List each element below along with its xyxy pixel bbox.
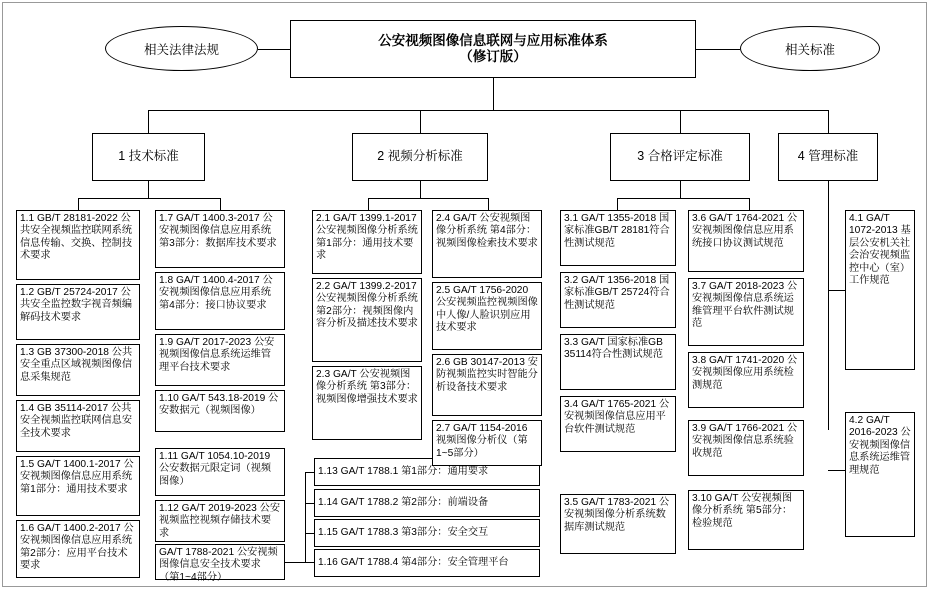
connector-1788-part4	[305, 562, 314, 563]
std-item-1-4	[16, 400, 140, 452]
std-item-1-1	[16, 210, 140, 280]
std-item-1-15-label: 1.15 GA/T 1788.3 第3部分：安全交互	[318, 526, 489, 538]
std-item-3-9	[688, 420, 804, 476]
std-item-1-16-label: 1.16 GA/T 1788.4 第4部分：安全管理平台	[318, 556, 509, 568]
connector-cat4-stem	[828, 181, 829, 210]
std-item-1-7	[155, 210, 285, 268]
connector-cat1-col2	[220, 198, 221, 210]
connector-cat1-bus	[78, 198, 220, 199]
std-item-1-1-label: 1.1 GB/T 28181-2022 公共安全视频监控联网系统信息传输、交换、控制技术要求	[20, 213, 133, 262]
std-item-2-3	[312, 366, 422, 440]
bus-horizontal	[148, 110, 828, 111]
std-item-1-15	[314, 519, 540, 547]
diagram-title-line1: 公安视频图像信息联网与应用标准体系	[378, 32, 608, 48]
connector-1788-parts-spine	[305, 472, 306, 562]
category-1-box	[92, 133, 205, 181]
related-standards-label: 相关标准	[784, 42, 835, 57]
std-item-3-1	[560, 210, 676, 266]
std-item-1-3-label: 1.3 GB 37300-2018 公共安全重点区域视频图像信息采集规范	[20, 347, 133, 383]
std-item-4-1-label: 4.1 GA/T 1072-2013 基层公安机关社会治安视频监控中心（室）工作规范	[849, 213, 911, 287]
connector-1788-part3	[305, 533, 314, 534]
category-4-box	[778, 133, 878, 181]
std-item-1-8-label: 1.8 GA/T 1400.4-2017 公安视频图像信息应用系统 第4部分：接口协议要求	[159, 275, 273, 311]
std-item-2-3-label: 2.3 GA/T 公安视频图像分析系统 第3部分：视频图像增强技术要求	[316, 369, 418, 405]
connector-1788-part1	[305, 472, 314, 473]
std-item-1-11	[155, 448, 285, 496]
std-item-1-12	[155, 500, 285, 542]
connector-1788-to-parts	[285, 562, 305, 563]
connector-cat4-item2	[828, 470, 845, 471]
connector-cat3-col5	[617, 198, 618, 210]
std-item-1-13-label: 1.13 GA/T 1788.1 第1部分：通用要求	[318, 465, 489, 477]
std-item-1-4-label: 1.4 GB 35114-2017 公共安全视频监控联网信息安全技术要求	[20, 403, 133, 439]
diagram-title-box	[290, 20, 696, 78]
std-item-3-2-label: 3.2 GA/T 1356-2018 国家标准GB/T 25724符合性测试规范	[564, 275, 670, 311]
std-item-3-2	[560, 272, 676, 328]
connector-cat4-down	[828, 110, 829, 133]
connector-cat3-bus	[617, 198, 749, 199]
related-laws-label: 相关法律法规	[143, 42, 219, 57]
std-item-2-1	[312, 210, 422, 274]
std-item-1-13-group-label: GA/T 1788-2021 公安视频图像信息安全技术要求（第1~4部分）	[159, 547, 278, 583]
category-4-label: 4 管理标准	[797, 149, 859, 164]
std-item-3-10	[688, 490, 804, 550]
connector-cat3-down	[680, 110, 681, 133]
std-item-1-5-label: 1.5 GA/T 1400.1-2017 公安视频图像信息应用系统 第1部分：通用技术要求	[20, 459, 134, 495]
connector-cat3-stem	[680, 181, 681, 198]
std-item-1-14-label: 1.14 GA/T 1788.2 第2部分：前端设备	[318, 496, 489, 508]
std-item-3-6	[688, 210, 804, 272]
std-item-1-12-label: 1.12 GA/T 2019-2023 公安视频监控视频存储技术要求	[159, 503, 281, 539]
std-item-3-10-label: 3.10 GA/T 公安视频图像分析系统 第5部分：检验规范	[692, 493, 793, 529]
connector-cat2-bus	[368, 198, 488, 199]
std-item-3-5-label: 3.5 GA/T 1783-2021 公安视频图像分析系统数据库测试规范	[564, 497, 670, 533]
category-3-box	[610, 133, 750, 181]
std-item-2-7	[432, 420, 542, 466]
std-item-1-9-label: 1.9 GA/T 2017-2023 公安视频图像信息系统运维管理平台技术要求	[159, 337, 275, 373]
std-item-1-13-group	[155, 544, 285, 583]
std-item-2-2	[312, 278, 422, 362]
std-item-1-6-label: 1.6 GA/T 1400.2-2017 公安视频图像信息应用系统 第2部分：应用平台技术要求	[20, 523, 134, 572]
std-item-1-9	[155, 334, 285, 386]
connector-cat1-down	[148, 110, 149, 133]
std-item-2-1-label: 2.1 GA/T 1399.1-2017 公安视频图像分析系统 第1部分：通用技术要求	[316, 213, 418, 262]
std-item-3-4-label: 3.4 GA/T 1765-2021 公安视频图像信息应用平台软件测试规范	[564, 399, 670, 435]
std-item-1-10-label: 1.10 GA/T 543.18-2019 公安数据元（视频图像）	[159, 393, 279, 417]
connector-cat2-down	[420, 110, 421, 133]
std-item-4-1	[845, 210, 915, 370]
related-standards-node	[740, 26, 880, 71]
std-item-4-2-label: 4.2 GA/T 2016-2023 公安视频图像信息系统运维管理规范	[849, 415, 911, 476]
std-item-2-7-label: 2.7 GA/T 1154-2016 视频图像分析仪（第1~5部分）	[436, 423, 528, 459]
connector-cat1-stem	[148, 181, 149, 198]
diagram-title-line2: （修订版）	[459, 49, 527, 64]
category-2-box	[352, 133, 488, 181]
std-item-2-2-label: 2.2 GA/T 1399.2-2017 公安视频图像分析系统 第2部分：视频图像内容分析及描述技术要求	[316, 281, 418, 330]
std-item-3-8	[688, 352, 804, 408]
std-item-1-5	[16, 456, 140, 516]
std-item-1-11-label: 1.11 GA/T 1054.10-2019 公安数据元限定词（视频图像）	[159, 451, 272, 487]
std-item-2-6	[432, 354, 542, 416]
std-item-1-16	[314, 549, 540, 577]
category-3-label: 3 合格评定标准	[637, 149, 723, 164]
std-item-1-7-label: 1.7 GA/T 1400.3-2017 公安视频图像信息应用系统 第3部分：数据库技术要求	[159, 213, 277, 249]
std-item-1-10	[155, 390, 285, 432]
connector-cat4-spine	[828, 210, 829, 430]
std-item-1-3	[16, 344, 140, 396]
std-item-2-5	[432, 282, 542, 350]
category-1-label: 1 技术标准	[118, 149, 179, 164]
std-item-3-3	[560, 334, 676, 390]
std-item-2-5-label: 2.5 GA/T 1756-2020 公安视频监控视频图像中人像/人脸识别应用技术要求	[436, 285, 538, 334]
std-item-1-2-label: 1.2 GB/T 25724-2017 公共安全监控数字视音频编解码技术要求	[20, 287, 133, 323]
related-laws-node	[105, 26, 258, 71]
std-item-3-6-label: 3.6 GA/T 1764-2021 公安视频图像信息应用系统接口协议测试规范	[692, 213, 798, 249]
std-item-2-6-label: 2.6 GB 30147-2013 安防视频监控实时智能分析设备技术要求	[436, 357, 538, 393]
connector-title-down	[493, 78, 494, 110]
std-item-3-8-label: 3.8 GA/T 1741-2020 公安视频图像应用系统检测规范	[692, 355, 798, 391]
connector-cat1-col1	[78, 198, 79, 210]
connector-right-ellipse	[696, 49, 740, 50]
std-item-3-7-label: 3.7 GA/T 2018-2023 公安视频图像信息系统运维管理平台软件测试规范	[692, 281, 798, 330]
connector-left-ellipse	[258, 49, 290, 50]
connector-cat4-item1	[828, 290, 845, 291]
connector-cat2-stem	[420, 181, 421, 198]
connector-cat2-col4	[488, 198, 489, 210]
connector-cat3-col6	[749, 198, 750, 210]
std-item-2-4	[432, 210, 542, 278]
std-item-3-7	[688, 278, 804, 346]
std-item-3-5	[560, 494, 676, 554]
std-item-3-4	[560, 396, 676, 452]
std-item-3-3-label: 3.3 GA/T 国家标准GB 35114符合性测试规范	[564, 337, 663, 361]
connector-cat2-col3	[368, 198, 369, 210]
category-2-label: 2 视频分析标准	[377, 149, 463, 164]
std-item-3-9-label: 3.9 GA/T 1766-2021 公安视频图像信息系统验收规范	[692, 423, 798, 459]
std-item-2-4-label: 2.4 GA/T 公安视频图像分析系统 第4部分：视频图像检索技术要求	[436, 213, 538, 249]
std-item-3-1-label: 3.1 GA/T 1355-2018 国家标准GB/T 28181符合性测试规范	[564, 213, 670, 249]
connector-1788-part2	[305, 503, 314, 504]
std-item-4-2	[845, 412, 915, 537]
std-item-1-6	[16, 520, 140, 578]
std-item-1-8	[155, 272, 285, 330]
std-item-1-2	[16, 284, 140, 340]
std-item-1-14	[314, 489, 540, 517]
